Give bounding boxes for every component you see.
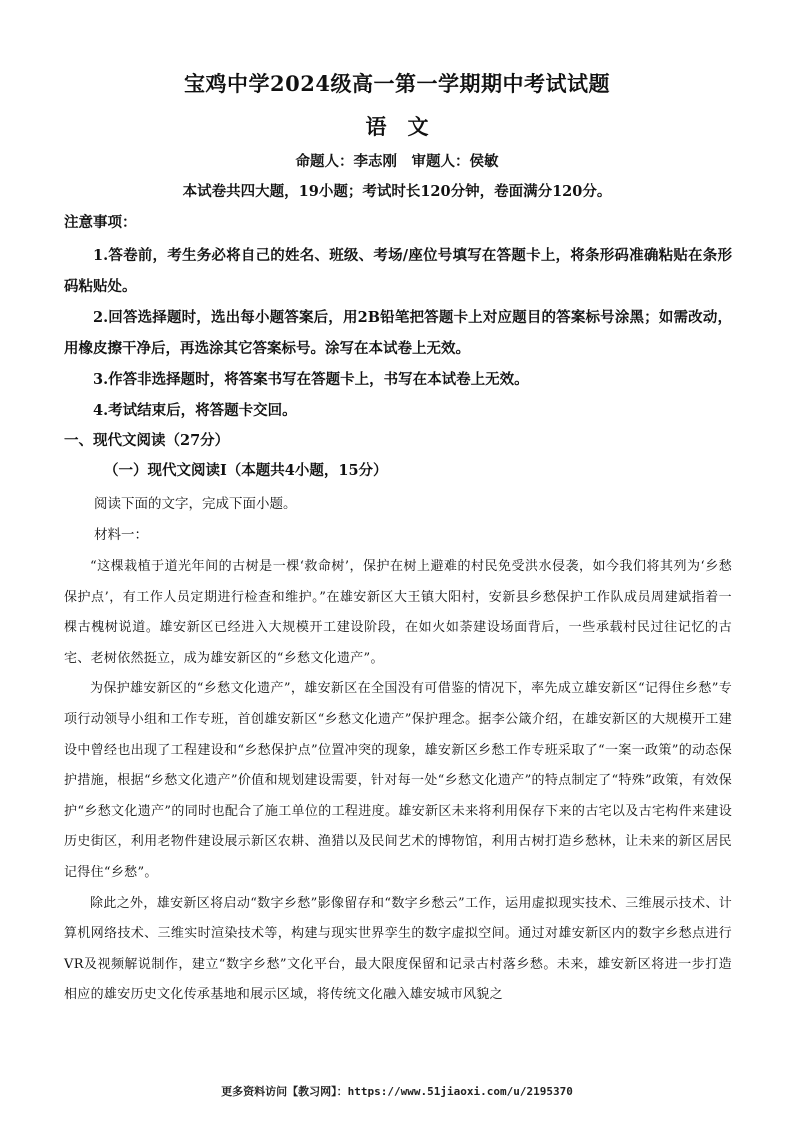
footer-link[interactable]: 更多资料访问【教习网】：https://www.51jiaoxi.com/u/2195370 bbox=[221, 1085, 573, 1098]
material-paragraph: 为保护雄安新区的“乡愁文化遗产”，雄安新区在全国没有可借鉴的情况下，率先成立雄安新区“记得住乡愁”专项行动领导小组和工作专班，首创雄安新区“乡愁文化遗产”保护理念。据李公箴介绍，在雄安新区的大规模开工建设中曾经也出现了工程建设和“乡愁保护点”位置冲突的现象，雄安新区乡愁工作专班采取了“一案一政策”的动态保护措施，根据“乡愁文化遗产”价值和规划建设需要，针对每一处“乡愁文化遗产”的特点制定了“特殊”政策，有效保护“乡愁文化遗产”的同时也配合了施工单位的工程进度。雄安新区未来将利用保存下来的古宅以及古宅构件来建设历史街区，利用老物件建设展示新区农耕、渔猎以及民间艺术的博物馆，利用古树打造乡愁林，让未来的新区居民记得住“乡愁”。 bbox=[64, 681, 732, 880]
reading-instruction: 阅读下面的文字，完成下面小题。 bbox=[94, 496, 297, 512]
note-item: 1.答卷前，考生务必将自己的姓名、班级、考场/座位号填写在答题卡上，将条形码准确粘贴在条形码粘贴处。 bbox=[64, 247, 732, 295]
material-paragraph: “这棵栽植于道光年间的古树是一棵‘救命树’，保护在树上避难的村民免受洪水侵袭，如今我们将其列为‘乡愁保护点’，有工作人员定期进行检查和维护。”在雄安新区大王镇大阳村，安新县乡愁保护工作队成员周建斌指着一棵古槐树说道。雄安新区已经进入大规模开工建设阶段，在如火如荼建设场面背后，一些承载村民过往记忆的古宅、老树依然挺立，成为雄安新区的“乡愁文化遗产”。 bbox=[64, 559, 732, 666]
exam-overview: 本试卷共四大题，19小题；考试时长120分钟，卷面满分120分。 bbox=[182, 183, 612, 200]
notes-list bbox=[64, 240, 732, 426]
page-title: 宝鸡中学2024级高一第一学期期中考试试题 bbox=[184, 71, 610, 96]
note-item: 3.作答非选择题时，将答案书写在答题卡上，书写在本试卷上无效。 bbox=[93, 371, 529, 388]
section-heading: 一、现代文阅读（27分） bbox=[64, 432, 230, 449]
note-item: 4.考试结束后，将答题卡交回。 bbox=[93, 402, 297, 419]
material-paragraph: 除此之外，雄安新区将启动“数字乡愁”影像留存和“数字乡愁云”工作，运用虚拟现实技术、三维展示技术、计算机网络技术、三维实时渲染技术等，构建与现实世界孪生的数字虚拟空间。通过对雄安新区内的数字乡愁点进行VR及视频解说制作，建立“数字乡愁”文化平台，最大限度保留和记录古村落乡愁。未来，雄安新区将进一步打造相应的雄安历史文化传承基地和展示区域，将传统文化融入雄安城市风貌之 bbox=[64, 895, 732, 1003]
authors-line: 命题人：李志刚 审题人：侯敏 bbox=[295, 153, 499, 170]
note-item: 2.回答选择题时，选出每小题答案后，用2B铅笔把答题卡上对应题目的答案标号涂黑；如需改动，用橡皮擦干净后，再选涂其它答案标号。涂写在本试卷上无效。 bbox=[64, 309, 732, 357]
notes-heading: 注意事项： bbox=[64, 214, 137, 231]
subject-title: 语 文 bbox=[365, 114, 429, 139]
material-label: 材料一： bbox=[94, 527, 148, 543]
material-body bbox=[64, 552, 732, 1011]
subsection-heading: （一）现代文阅读Ⅰ（本题共4小题，15分） bbox=[104, 462, 388, 479]
